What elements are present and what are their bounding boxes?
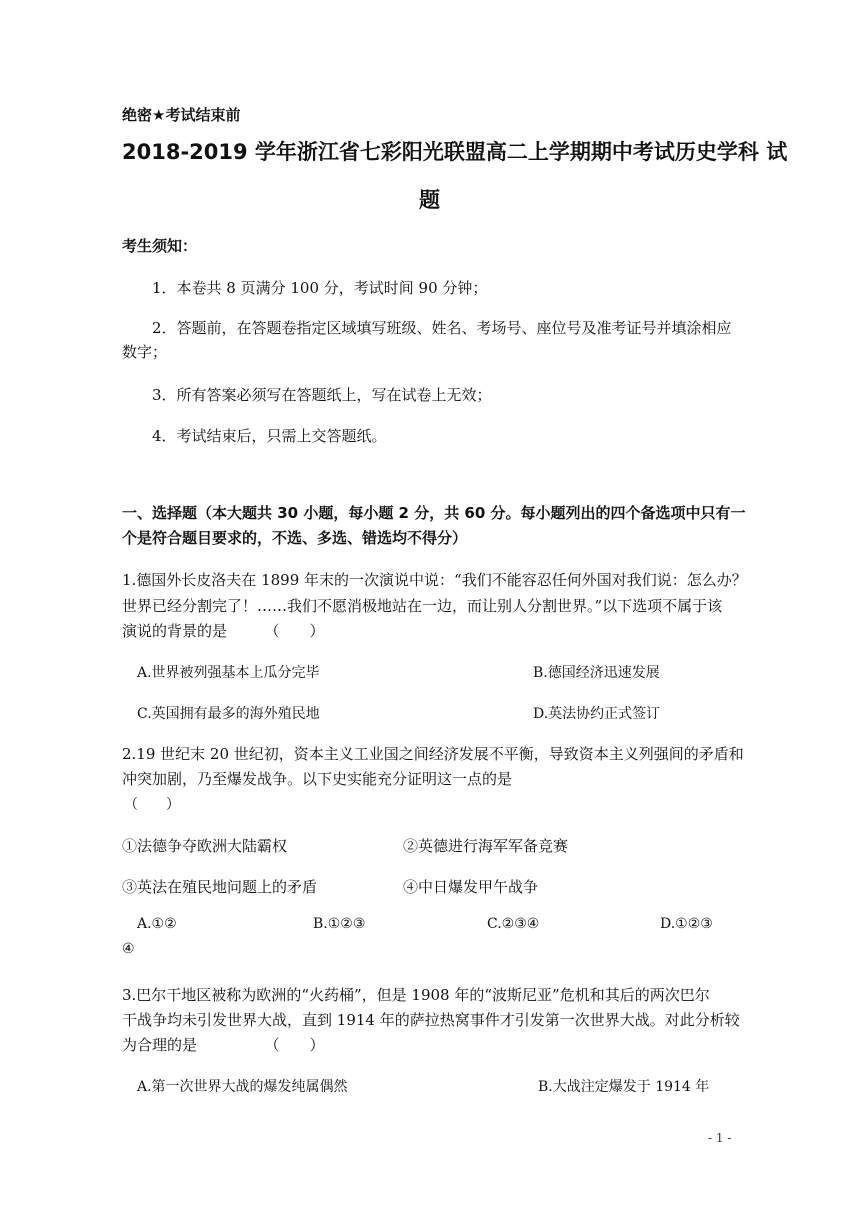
q2-item-2: ②英德进行海军军备竞赛 — [403, 837, 569, 855]
q3-stem-line2: 干战争均未引发世界大战，直到 1914 年的萨拉热窝事件才引发第一次世界大战。对此分析较 — [122, 1011, 740, 1029]
q2-stem-line1: 2.19 世纪末 20 世纪初，资本主义工业国之间经济发展不平衡，导致资本主义列强间的矛盾和 — [122, 745, 744, 763]
notice-item-1: 1．本卷共 8 页满分 100 分，考试时间 90 分钟； — [152, 279, 488, 297]
q3-option-a: A.第一次世界大战的爆发纯属偶然 — [137, 1079, 348, 1095]
section-heading-line1: 一、选择题（本大题共 30 小题，每小题 2 分，共 60 分。每小题列出的四个备选项中只有一 — [122, 504, 746, 522]
page-title-line2: 题 — [419, 188, 440, 212]
confidential-label: 绝密★考试结束前 — [122, 106, 241, 124]
q2-option-a: A.①② — [137, 916, 177, 932]
page-title-line1: 2018-2019 学年浙江省七彩阳光联盟高二上学期期中考试历史学科 试 — [122, 140, 788, 164]
notice-heading: 考生须知： — [122, 237, 198, 255]
q2-option-b: B.①②③ — [313, 916, 366, 932]
q1-option-c: C.英国拥有最多的海外殖民地 — [137, 706, 320, 722]
page-number: - 1 - — [708, 1131, 732, 1145]
q1-stem-line2: 世界已经分割完了！……我们不愿消极地站在一边，而让别人分割世界。”以下选项不属于该 — [122, 597, 723, 615]
q1-option-a: A.世界被列强基本上瓜分完毕 — [137, 665, 320, 681]
q2-item-3: ③英法在殖民地问题上的矛盾 — [122, 878, 318, 896]
notice-item-2: 2．答题前，在答题卷指定区域填写班级、姓名、考场号、座位号及准考证号并填涂相应 — [152, 319, 732, 337]
q1-stem-line3: 演说的背景的是 （ ） — [122, 622, 325, 640]
q2-option-d: D.①②③ — [660, 916, 713, 932]
q1-stem-line1: 1.德国外长皮洛夫在 1899 年末的一次演说中说：“我们不能容忍任何外国对我们说：怎么办？ — [122, 571, 747, 589]
q2-stem-line2: 冲突加剧，乃至爆发战争。以下史实能充分证明这一点的是 — [122, 770, 513, 788]
q2-stem-line3: （ ） — [124, 797, 180, 813]
q2-item-1: ①法德争夺欧洲大陆霸权 — [122, 837, 288, 855]
section-heading-line2: 个是符合题目要求的，不选、多选、错选均不得分） — [122, 529, 468, 547]
q3-stem-line3: 为合理的是 （ ） — [122, 1036, 325, 1054]
notice-item-2-wrap: 数字； — [122, 343, 168, 361]
q1-option-d: D.英法协约正式签订 — [533, 706, 661, 722]
notice-item-4: 4．考试结束后，只需上交答题纸。 — [152, 427, 387, 445]
q2-option-d-wrap: ④ — [122, 941, 135, 957]
q1-option-b: B.德国经济迅速发展 — [533, 665, 660, 681]
q2-option-c: C.②③④ — [487, 916, 540, 932]
q3-option-b: B.大战注定爆发于 1914 年 — [538, 1079, 710, 1095]
q3-stem-line1: 3.巴尔干地区被称为欧洲的“火药桶”，但是 1908 年的“波斯尼亚”危机和其后的两次巴尔 — [122, 986, 710, 1004]
q2-item-4: ④中日爆发甲午战争 — [403, 878, 539, 896]
notice-item-3: 3．所有答案必须写在答题纸上，写在试卷上无效； — [152, 386, 492, 404]
